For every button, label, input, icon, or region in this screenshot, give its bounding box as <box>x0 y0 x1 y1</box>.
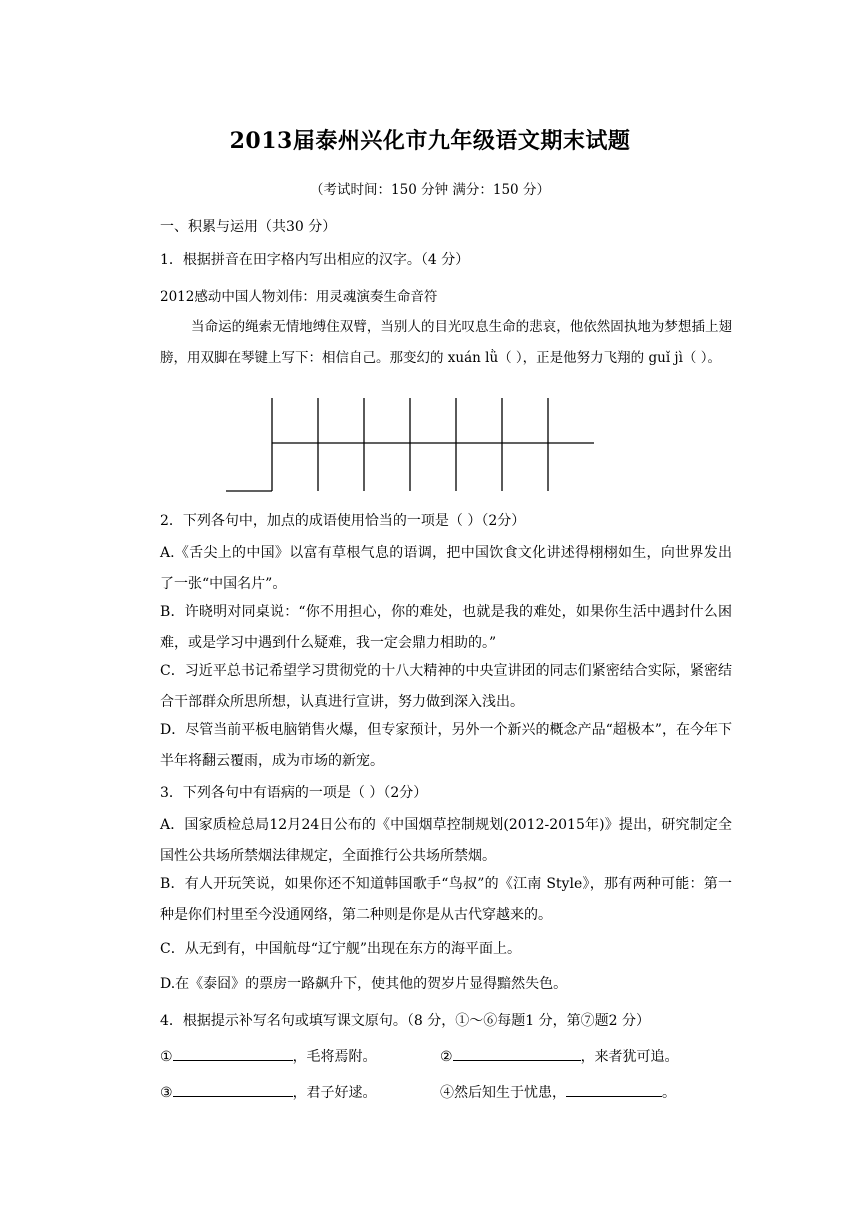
section-heading: 一、积累与运用（共30 分） <box>160 219 337 235</box>
question-3-option-b: B．有人开玩笑说，如果你还不知道韩国歌手“鸟叔”的《江南 Style》，那有两种可能：第一种是你们村里至今没通网络，第二种则是你是从古代穿越来的。 <box>160 876 732 923</box>
fill-item-1 <box>160 1045 377 1066</box>
question-1-subtitle: 2012感动中国人物刘伟：用灵魂演奏生命音符 <box>160 289 438 305</box>
fill-item-4 <box>440 1081 676 1102</box>
question-2-option-c: C．习近平总书记希望学习贯彻党的十八大精神的中央宣讲团的同志们紧密结合实际，紧密结合干部群众所思所想，认真进行宣讲，努力做到深入浅出。 <box>160 663 732 710</box>
fill-item-4-number: ④然后知生于忧患， <box>440 1085 566 1101</box>
fill-item-3-number: ③ <box>160 1085 173 1101</box>
fill-item-3 <box>160 1081 377 1102</box>
question-3-prompt: 3．下列各句中有语病的一项是（ ）（2分） <box>160 785 428 801</box>
fill-item-2 <box>440 1045 679 1066</box>
question-3-option-a: A．国家质检总局12月24日公布的《中国烟草控制规划(2012-2015年)》提出，研究制定全国性公共场所禁烟法律规定，全面推行公共场所禁烟。 <box>160 817 732 864</box>
question-2-option-b: B．许晓明对同桌说：“你不用担心，你的难处，也就是我的难处，如果你生活中遇封什么困难，或是学习中遇到什么疑难，我一定会鼎力相助的。” <box>160 604 732 651</box>
fill-item-1-text: ，毛将焉附。 <box>292 1049 377 1065</box>
fill-item-3-text: ，君子好逑。 <box>292 1085 377 1101</box>
fill-blank-1[interactable] <box>173 1045 293 1061</box>
fill-blank-2[interactable] <box>453 1045 581 1061</box>
exam-info: （考试时间：150 分钟 满分：150 分） <box>310 182 550 198</box>
exam-title: 2013届泰州兴化市九年级语文期末试题 <box>229 128 631 154</box>
question-2-option-a: A.《舌尖上的中国》以富有草根气息的语调，把中国饮食文化讲述得栩栩如生，向世界发出了一张“中国名片”。 <box>160 545 732 592</box>
question-1-passage: 当命运的绳索无情地缚住双臂，当别人的目光叹息生命的悲哀，他依然固执地为梦想插上翅膀，用双脚在琴键上写下：相信自己。那变幻的 xuán lǜ（ ），正是他努力飞翔的 guǐ jì（ ）。 <box>160 319 732 366</box>
question-2-option-d: D．尽管当前平板电脑销售火爆，但专家预计，另外一个新兴的概念产品“超极本”，在今年下半年将翻云覆雨，成为市场的新宠。 <box>160 722 732 769</box>
question-1-prompt: 1．根据拼音在田字格内写出相应的汉字。（4 分） <box>160 252 470 268</box>
question-4-prompt: 4．根据提示补写名句或填写课文原句。（8 分，①～⑥每题1 分，第⑦题2 分） <box>160 1013 650 1029</box>
fill-item-2-number: ② <box>440 1049 453 1065</box>
fill-blank-3[interactable] <box>173 1081 293 1097</box>
question-3-option-d: D.在《泰囧》的票房一路飙升下，使其他的贺岁片显得黯然失色。 <box>160 976 568 992</box>
question-2-prompt: 2．下列各句中，加点的成语使用恰当的一项是（ ）（2分） <box>160 513 526 529</box>
fill-item-4-text: 。 <box>662 1085 676 1101</box>
character-grid[interactable] <box>226 396 596 492</box>
question-3-option-c: C．从无到有，中国航母“辽宁舰”出现在东方的海平面上。 <box>160 941 522 957</box>
fill-blank-4[interactable] <box>566 1081 662 1097</box>
fill-item-2-text: ，来者犹可追。 <box>580 1049 679 1065</box>
fill-item-1-number: ① <box>160 1049 173 1065</box>
